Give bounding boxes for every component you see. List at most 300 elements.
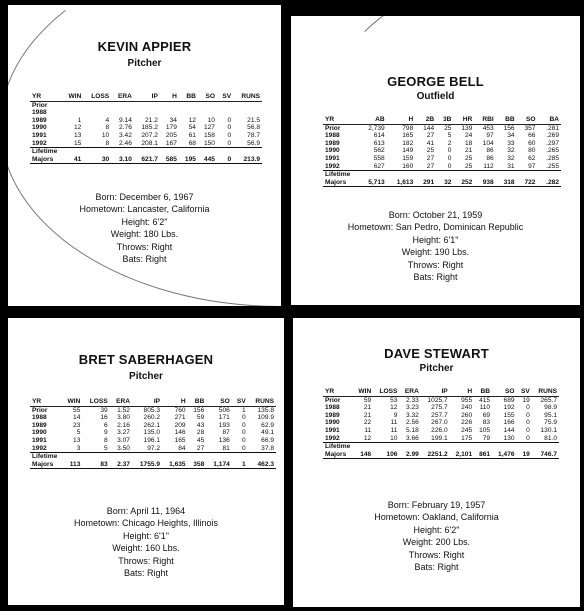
table-cell: 127 [203, 124, 215, 132]
table-cell: 798 [402, 124, 414, 132]
table-cell: 81.0 [544, 434, 557, 442]
table-cell: 621.7 [134, 156, 160, 164]
table-cell: 8 [105, 139, 110, 147]
lifetime-row [30, 148, 262, 156]
table-cell [134, 109, 160, 117]
table-cell: 23 [73, 421, 81, 429]
table-cell: 1 [242, 406, 246, 414]
card-bret-saberhagen [8, 318, 284, 605]
table-cell: 59 [363, 396, 372, 404]
table-cell: 139 [461, 124, 473, 132]
table-cell: 318 [496, 179, 517, 187]
table-cell: 267.0 [431, 419, 448, 427]
table-cell: 156 [193, 406, 205, 414]
column-header: ERA [111, 93, 134, 101]
table-cell: 2,739 [368, 124, 385, 132]
column-header: H [387, 116, 416, 124]
table-cell: 171 [218, 414, 230, 422]
bio-line: Height: 6'1" [412, 234, 459, 245]
column-header: RUNS [248, 398, 276, 406]
table-cell [62, 109, 83, 117]
table-cell: 1988 [32, 109, 47, 117]
table-cell: 130 [503, 434, 515, 442]
table-cell: 1755.9 [132, 461, 162, 469]
bio-line: Bats: Right [414, 562, 459, 573]
table-cell: 260 [461, 411, 473, 419]
table-cell: 156 [503, 124, 515, 132]
table-cell: 260.2 [143, 414, 161, 422]
table-cell: 97.2 [147, 444, 161, 452]
bio-line: Height: 6'2" [121, 216, 168, 227]
table-cell: 105 [479, 426, 491, 434]
table-cell: 3.42 [119, 131, 132, 139]
table-cell: 2.16 [117, 421, 130, 429]
table-row [30, 132, 262, 140]
table-cell: 12 [74, 124, 82, 132]
table-cell: 43 [196, 421, 205, 429]
table-cell: 83 [482, 419, 491, 427]
table-row [323, 147, 561, 155]
table-cell: 60 [528, 139, 536, 147]
table-row [30, 124, 262, 132]
table-cell: 0 [447, 162, 452, 170]
table-cell: 2251.2 [421, 451, 450, 459]
table-cell: 2.76 [119, 124, 132, 132]
column-header: YR [30, 398, 61, 406]
table-cell: 16 [100, 414, 108, 422]
table-cell: 27 [426, 132, 435, 140]
table-cell: 160 [402, 162, 414, 170]
table-cell: 3.32 [405, 411, 419, 419]
table-cell: 3.07 [117, 436, 130, 444]
table-cell [233, 101, 262, 109]
bio-line: Hometown: Chicago Heights, Illinois [73, 518, 219, 529]
table-cell: 627 [373, 162, 385, 170]
table-cell: 760 [174, 406, 186, 414]
stats-table [30, 93, 262, 164]
table-cell: 0 [227, 124, 232, 132]
table-cell: 585 [160, 156, 179, 164]
table-cell: 167 [165, 139, 177, 147]
table-cell: 2.56 [405, 419, 419, 427]
table-cell: 462.3 [248, 461, 276, 469]
player-bio [8, 505, 284, 579]
table-cell [111, 109, 134, 117]
table-cell: 275.7 [431, 404, 448, 412]
table-cell: 805.3 [143, 406, 161, 414]
table-cell: 1,476 [492, 451, 516, 459]
table-cell: 1989 [325, 411, 340, 419]
table-cell: 3.66 [405, 434, 419, 442]
table-cell: 8 [104, 436, 108, 444]
table-cell: 1988 [325, 132, 340, 140]
table-cell: 75.9 [544, 419, 557, 427]
table-cell: 144 [423, 124, 435, 132]
table-cell: 19 [517, 451, 532, 459]
table-cell: 30 [83, 156, 111, 164]
column-header: YR [323, 388, 353, 396]
table-cell: Prior [32, 406, 48, 414]
column-header: BB [474, 388, 492, 396]
table-cell: 3.80 [117, 414, 130, 422]
table-cell [198, 101, 217, 109]
table-cell: 0 [227, 116, 232, 124]
column-header: BB [179, 93, 198, 101]
table-cell: 5.18 [405, 426, 419, 434]
table-row [323, 427, 559, 435]
table-cell: 240 [461, 404, 473, 412]
table-cell: 1,635 [162, 461, 188, 469]
column-header: RUNS [233, 93, 262, 101]
table-cell: 49.1 [261, 429, 274, 437]
table-cell: 45 [196, 436, 205, 444]
table-cell: 252 [453, 179, 474, 187]
table-cell: 166 [503, 419, 515, 427]
table-cell [179, 109, 198, 117]
table-cell: 66.9 [261, 436, 274, 444]
table-cell: 257.7 [431, 411, 448, 419]
table-cell: 146 [174, 429, 186, 437]
table-cell: 193 [218, 421, 230, 429]
table-cell: 155 [503, 411, 515, 419]
bio-line: Born: February 19, 1957 [387, 500, 486, 510]
table-cell: 135.8 [257, 406, 274, 414]
table-cell: 31 [507, 162, 515, 170]
table-cell: 1 [232, 461, 248, 469]
column-header: SO [206, 398, 232, 406]
card-kevin-appier [8, 5, 281, 306]
table-cell: 19 [522, 396, 530, 404]
table-cell: 245 [461, 426, 473, 434]
table-cell: 3.27 [117, 429, 130, 437]
table-cell: 112 [483, 162, 494, 170]
column-header: BA [537, 116, 561, 124]
card-dave-stewart [293, 318, 580, 607]
table-cell: 2,101 [450, 451, 474, 459]
column-header: WIN [353, 388, 373, 396]
table-cell: 955 [461, 396, 473, 404]
table-cell: 0 [242, 414, 246, 422]
table-row [323, 404, 559, 412]
table-cell: 0 [227, 131, 232, 139]
table-cell: 0 [242, 436, 246, 444]
column-header: IP [421, 388, 450, 396]
table-row [323, 435, 559, 443]
table-cell [217, 101, 233, 109]
column-header: AB [358, 116, 387, 124]
table-cell: 83 [82, 461, 109, 469]
table-cell: 614 [373, 132, 385, 140]
player-name: DAVE STEWART [384, 346, 489, 361]
player-position: Outfield [416, 91, 455, 102]
table-cell: 0 [227, 139, 232, 147]
column-header: H [162, 398, 188, 406]
bio-line: Weight: 200 Lbs. [402, 537, 471, 548]
table-cell: 1,174 [206, 461, 232, 469]
table-cell: 144 [503, 426, 515, 434]
table-cell: 722 [517, 179, 538, 187]
bio-line: Weight: 180 Lbs. [110, 229, 179, 240]
column-header: IP [134, 93, 160, 101]
player-bio [291, 209, 580, 283]
column-header: 3B [436, 116, 453, 124]
table-cell: 86 [486, 154, 494, 162]
table-row [30, 422, 276, 430]
table-cell: 562 [373, 147, 385, 155]
table-cell: 62.9 [261, 421, 274, 429]
table-cell: 149 [402, 147, 414, 155]
table-cell: 0 [447, 147, 452, 155]
player-bio [8, 191, 281, 265]
table-cell [134, 101, 160, 109]
table-cell: .265 [546, 147, 559, 155]
table-cell: 3 [76, 444, 81, 452]
table-cell: 33 [507, 139, 515, 147]
table-row [30, 109, 262, 117]
table-cell: 110 [479, 404, 491, 412]
table-cell: 746.7 [532, 451, 559, 459]
bio-line: Hometown: San Pedro, Dominican Republic [347, 222, 524, 233]
table-cell: 1.52 [117, 406, 130, 414]
table-cell: 2.33 [405, 396, 419, 404]
table-cell: 146 [353, 451, 373, 459]
table-cell: 213.9 [233, 156, 262, 164]
table-cell: 1025.7 [427, 396, 448, 404]
table-cell: .281 [546, 124, 559, 132]
table-cell: 12 [188, 116, 196, 124]
table-cell: 1992 [325, 162, 340, 170]
lifetime-label: Lifetime [323, 171, 561, 179]
table-cell: Majors [30, 156, 62, 164]
table-cell: 2.46 [119, 139, 132, 147]
table-cell: 358 [188, 461, 207, 469]
majors-row [323, 451, 559, 459]
table-cell: 175 [461, 434, 473, 442]
table-cell: 41 [426, 139, 435, 147]
table-row [323, 124, 561, 132]
table-cell: 1989 [325, 139, 340, 147]
table-row [30, 101, 262, 109]
table-cell [83, 101, 111, 109]
column-header: 2B [415, 116, 436, 124]
column-header: RUNS [532, 388, 559, 396]
table-row [30, 406, 276, 414]
table-cell: 0 [447, 154, 452, 162]
stats-table [323, 388, 559, 459]
table-cell: 21.2 [145, 116, 158, 124]
table-cell: 32 [507, 147, 515, 155]
table-cell: 2 [447, 139, 452, 147]
table-cell: 56.9 [247, 139, 260, 147]
table-cell: 415 [479, 396, 491, 404]
stats-table [323, 116, 561, 187]
majors-row [30, 461, 276, 469]
table-cell: 1990 [32, 429, 47, 437]
bio-line: Bats: Right [123, 568, 169, 579]
column-header: LOSS [373, 388, 399, 396]
table-cell: 226 [461, 419, 473, 427]
table-cell [62, 101, 83, 109]
bio-line: Weight: 160 Lbs. [112, 543, 180, 554]
bio-line: Throws: Right [116, 241, 173, 252]
table-cell: 179 [165, 124, 177, 132]
table-cell: 21 [464, 147, 473, 155]
table-cell: 39 [100, 406, 108, 414]
table-cell: 66 [528, 132, 536, 140]
table-cell: 207.2 [141, 131, 158, 139]
table-cell: 34 [169, 116, 177, 124]
table-cell: 0 [526, 404, 530, 412]
table-cell: 1990 [325, 419, 340, 427]
table-cell: 199.1 [431, 434, 448, 442]
table-cell: 56.8 [247, 124, 260, 132]
table-cell: 1992 [325, 434, 340, 442]
column-header: SO [198, 93, 217, 101]
table-cell: 196.1 [143, 436, 161, 444]
table-cell [160, 101, 179, 109]
table-cell: 21 [363, 404, 372, 412]
column-header: ERA [110, 398, 132, 406]
table-cell: Prior [32, 101, 48, 109]
table-cell: 9 [104, 429, 108, 437]
table-cell: 12 [390, 404, 398, 412]
table-cell: 21 [363, 411, 372, 419]
bio-line: Born: April 11, 1964 [106, 506, 186, 516]
table-cell: 22 [363, 419, 372, 427]
table-cell: 10 [390, 434, 398, 442]
table-cell: 3.23 [405, 404, 419, 412]
table-cell: 5 [447, 132, 452, 140]
table-cell: 445 [198, 156, 217, 164]
column-header: LOSS [82, 398, 109, 406]
bio-line: Weight: 190 Lbs. [401, 247, 470, 258]
lifetime-label: Lifetime [30, 453, 276, 461]
table-cell: 61 [188, 131, 196, 139]
table-cell: 0 [526, 411, 530, 419]
table-cell: 24 [464, 132, 473, 140]
column-header: RBI [474, 116, 495, 124]
table-cell: 10 [101, 131, 110, 139]
column-header: SV [517, 388, 532, 396]
table-cell: 59 [196, 414, 205, 422]
table-cell: 1,613 [387, 179, 416, 187]
table-row [30, 445, 276, 453]
bio-line: Born: October 21, 1959 [388, 210, 483, 220]
table-cell: 9.14 [119, 116, 132, 124]
table-cell: 13 [73, 436, 81, 444]
table-cell [160, 109, 179, 117]
table-cell: 1988 [325, 404, 340, 412]
table-cell: 136 [218, 436, 230, 444]
lifetime-label: Lifetime [30, 148, 262, 156]
table-cell: 113 [61, 461, 82, 469]
table-cell: 5 [76, 429, 81, 437]
table-cell: 97 [486, 132, 494, 140]
bio-line: Bats: Right [122, 254, 167, 265]
table-cell: 226.0 [431, 426, 448, 434]
table-cell: Prior [325, 124, 341, 132]
table-cell: 95.1 [544, 411, 557, 419]
table-cell: 11 [364, 426, 372, 434]
table-cell: 3.50 [117, 444, 130, 452]
table-cell: 5,713 [358, 179, 387, 187]
bio-line: Born: December 6, 1967 [95, 192, 194, 202]
table-cell: 506 [218, 406, 230, 414]
table-row [323, 140, 561, 148]
bio-line: Height: 6'1" [123, 530, 169, 541]
table-cell: 357 [524, 124, 536, 132]
table-cell: Majors [30, 461, 61, 469]
table-cell: 0 [242, 421, 246, 429]
player-position: Pitcher [127, 58, 162, 69]
card-george-bell [291, 16, 580, 305]
table-cell: 15 [74, 139, 82, 147]
table-cell: 208.1 [141, 139, 158, 147]
table-cell: 55 [73, 406, 81, 414]
table-cell: 0 [217, 156, 233, 164]
column-header: H [160, 93, 179, 101]
table-cell: 938 [474, 179, 495, 187]
majors-row [323, 179, 561, 187]
table-cell: 18 [464, 139, 473, 147]
table-cell: 209 [174, 421, 186, 429]
table-cell: 1991 [32, 436, 47, 444]
table-cell: 1990 [325, 147, 340, 155]
table-cell: 1989 [32, 421, 47, 429]
lifetime-row [323, 443, 559, 451]
column-header: WIN [61, 398, 82, 406]
column-header: YR [30, 93, 62, 101]
table-cell: 0 [526, 419, 530, 427]
table-cell: 0 [242, 444, 246, 452]
table-cell: 104 [482, 139, 494, 147]
bio-line: Bats: Right [413, 272, 458, 283]
table-cell: 1992 [32, 139, 47, 147]
table-cell: 97 [528, 162, 536, 170]
table-cell: 5 [104, 444, 108, 452]
table-row [323, 412, 559, 420]
lifetime-row [323, 171, 561, 179]
table-cell: 558 [373, 154, 385, 162]
table-cell: Majors [323, 179, 358, 187]
table-cell: 80 [528, 147, 536, 155]
table-cell: 185.2 [141, 124, 158, 132]
table-cell: 8 [105, 124, 110, 132]
table-cell: 6 [104, 421, 108, 429]
table-cell: 0 [526, 426, 530, 434]
table-cell: 150 [203, 139, 215, 147]
table-cell: .282 [537, 179, 561, 187]
table-cell: 9 [393, 411, 398, 419]
column-header: IP [132, 398, 162, 406]
table-cell: 689 [503, 396, 515, 404]
table-cell: 21.5 [247, 116, 260, 124]
table-cell: 262.1 [143, 421, 161, 429]
table-cell: 86 [486, 147, 494, 155]
table-cell: 613 [373, 139, 385, 147]
table-cell: 3.10 [111, 156, 134, 164]
bio-line: Height: 6'2" [413, 524, 460, 535]
table-cell: 54 [188, 124, 196, 132]
table-cell: 1988 [32, 414, 47, 422]
table-cell: 69 [482, 411, 491, 419]
player-name: BRET SABERHAGEN [78, 352, 214, 367]
bio-line: Throws: Right [408, 549, 465, 560]
table-row [30, 429, 276, 437]
table-row [323, 419, 559, 427]
table-row [323, 396, 559, 404]
majors-row [30, 156, 262, 164]
